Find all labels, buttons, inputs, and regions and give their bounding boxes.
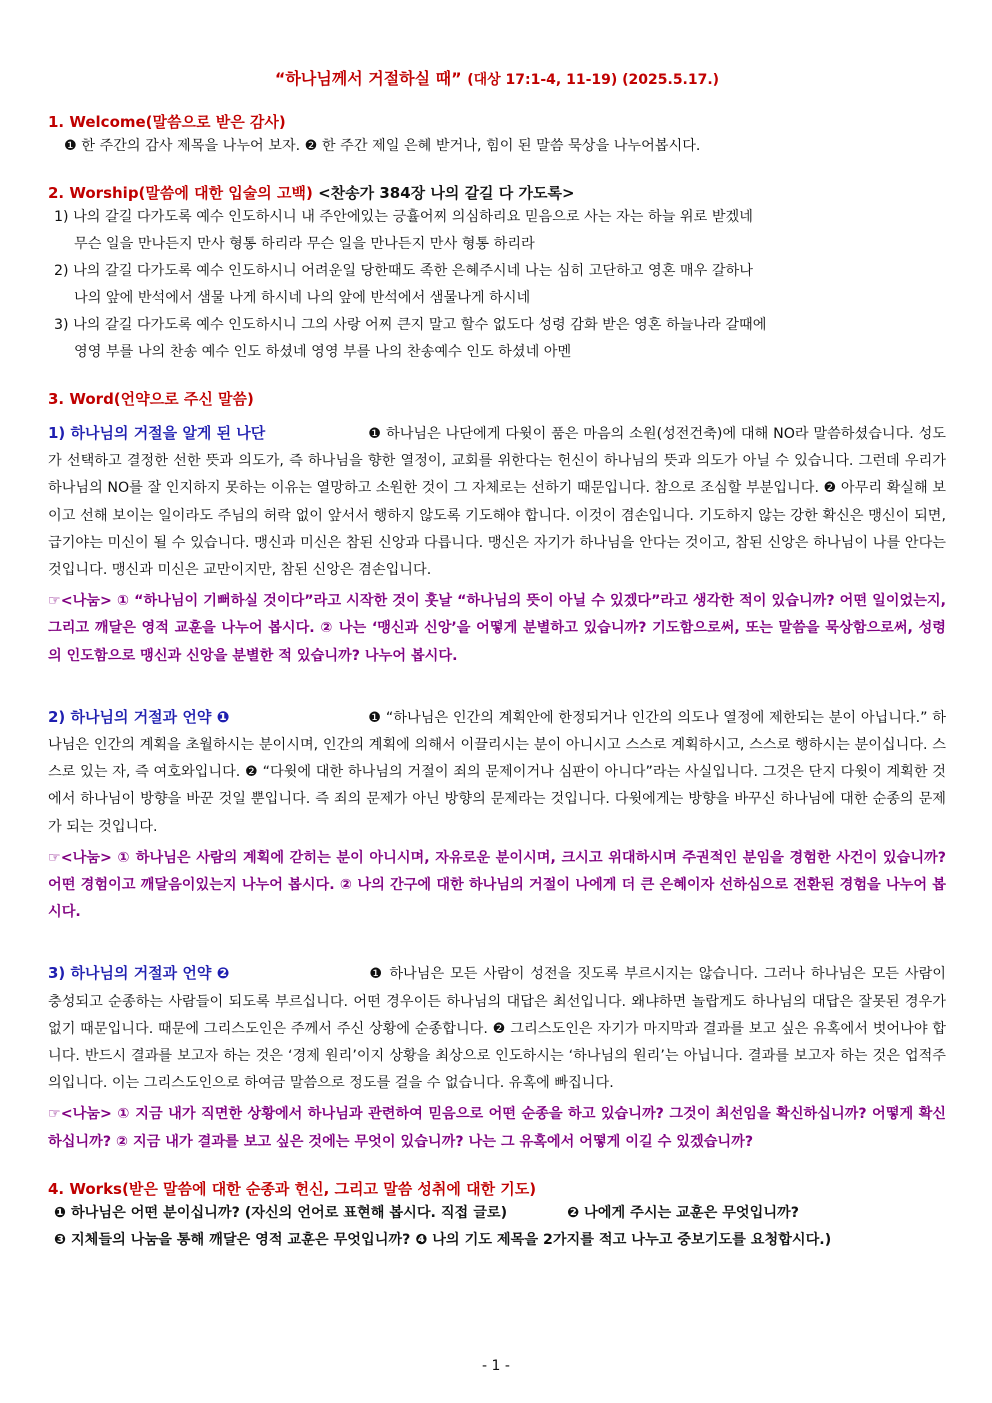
hymn-title: <찬송가 384장 나의 갈길 다 가도록> [318, 184, 575, 202]
worship-heading [48, 182, 946, 204]
section-works [48, 1178, 946, 1254]
section-word [48, 388, 946, 1156]
works-question-3: ❸ 지체들의 나눔을 통해 깨달은 영적 교훈은 무엇입니까? ❹ 나의 기도 제목을 2가지를 적고 나누고 중보기도를 요청합시다.) [54, 1231, 832, 1248]
works-question-1: ❶ 하나님은 어떤 분이십니까? (자신의 언어로 표현해 봅시다. 직접 글로) [54, 1204, 508, 1221]
section-welcome [48, 111, 946, 160]
word-part-body [48, 420, 946, 584]
worksheet-page [48, 66, 946, 1276]
word-part-3 [48, 960, 946, 1155]
hymn-line: 1) 나의 갈길 다가도록 예수 인도하시니 내 주안에있는 긍휼어찌 의심하리요 믿음으로 사는 자는 하늘 위로 받겠네 [54, 209, 753, 225]
word-part-2 [48, 704, 946, 927]
title-main: “하나님께서 거절하실 때” [274, 69, 462, 88]
word-part-title: 3) 하나님의 거절과 언약 ❷ [48, 964, 230, 983]
works-questions-row-1 [48, 1200, 946, 1227]
word-part-title: 1) 하나님의 거절을 알게 된 나단 [48, 424, 266, 442]
word-heading: 3. Word(언약으로 주신 말씀) [48, 390, 254, 408]
word-part-text: ❶ 하나님은 모든 사람이 성전을 짓도록 부르시지는 않습니다. 그러나 하나님은 모든 사람이 충성되고 순종하는 사람들이 되도록 부르십니다. 어떤 경우이든 하나님의 대답은 최선입니다. 왜냐하면 놀랍게도 하나님의 대답은 잘못된 경우가 없기 때문입니다. 때문에 그리스도인은 주께서 주신 상황에 순종합니다. ❷ 그리스도인은 자기가 마지막과 결과를 보고 싶은 유혹에서 벗어나야 합니다. 반드시 결과를 보고자 하는 것은 ‘경제 원리’이지 상황을 최상으로 인도하시는 ‘하나님의 원리’는 아닙니다. 결과를 보고자 하는 것은 업적주의입니다. 이는 그리스도인으로 하여금 말씀으로 정도를 걸을 수 없습니다. 유혹에 빠집니다. [48, 966, 946, 1092]
share-questions: ☞<나눔> ① 하나님은 사람의 계획에 갇히는 분이 아니시며, 자유로운 분이시며, 크시고 위대하시며 주권적인 분임을 경험한 사건이 있습니까? 어떤 경험이고 깨달음이있는지 나누어 봅시다. ② 나의 간구에 대한 하나님의 거절이 나에게 더 큰 은혜이자 선하심으로 전환된 경험을 나누어 봅시다. [48, 849, 946, 921]
hymn-line: 무슨 일을 만나든지 만사 형통 하리라 무슨 일을 만나든지 만사 형통 하리라 [74, 236, 535, 252]
share-questions: ☞<나눔> ① “하나님이 기뻐하실 것이다”라고 시작한 것이 훗날 “하나님의 뜻이 아닐 수 있겠다”라고 생각한 적이 있습니까? 어떤 일이었는지, 그리고 깨달은 영적 교훈을 나누어 봅시다. ② 나는 ‘맹신과 신앙’을 어떻게 분별하고 있습니까? 기도함으로써, 또는 말씀을 묵상함으로써, 성령의 인도함으로 맹신과 신앙을 분별한 적 있습니까? 나누어 봅시다. [48, 593, 946, 664]
word-part-text: ❶ “하나님은 인간의 계획안에 한정되거나 인간의 의도나 열정에 제한되는 분이 아닙니다.” 하나님은 인간의 계획을 초월하시는 분이시며, 인간의 계획에 의해서 이끌리시는 분이 아니시고 스스로 계획하시고, 스스로 행하시는 분이십니다. 스스로 있는 자, 즉 여호와입니다. ❷ “다윗에 대한 하나님의 거절이 죄의 문제이거나 심판이 아니다”라는 사실입니다. 그것은 단지 다윗이 계획한 것에서 하나님이 방향을 바꾼 것일 뿐입니다. 즉 죄의 문제가 아닌 방향의 문제라는 것입니다. 다윗에게는 방향을 바꾸신 하나님에 대한 순종의 문제가 되는 것입니다. [48, 709, 946, 835]
share-questions: ☞<나눔> ① 지금 내가 직면한 상황에서 하나님과 관련하여 믿음으로 어떤 순종을 하고 있습니까? 그것이 최선임을 확신하십니까? 어떻게 확신하십니까? ② 지금 내가 결과를 보고 싶은 것에는 무엇이 있습니까? 나는 그 유혹에서 어떻게 이길 수 있겠습니까? [48, 1106, 946, 1150]
word-part-body [48, 960, 946, 1097]
word-part-title: 2) 하나님의 거절과 언약 ❶ [48, 707, 230, 726]
document-title [48, 66, 946, 89]
hymn-line: 나의 앞에 반석에서 샘물 나게 하시네 나의 앞에 반석에서 샘물나게 하시네 [74, 290, 531, 306]
works-question-2: ❷ 나에게 주시는 교훈은 무엇입니까? [567, 1204, 799, 1221]
hymn-line: 3) 나의 갈길 다가도록 예수 인도하시니 그의 사랑 어찌 큰지 말고 할수 없도다 성령 감화 받은 영혼 하늘나라 갈때에 [54, 317, 767, 333]
welcome-heading: 1. Welcome(말씀으로 받은 감사) [48, 113, 286, 131]
title-reference: (대상 17:1-4, 11-19) (2025.5.17.) [467, 72, 720, 88]
welcome-line: ❶ 한 주간의 감사 제목을 나누어 보자. ❷ 한 주간 제일 은혜 받거나, 힘이 된 말씀 묵상을 나누어봅시다. [64, 138, 701, 154]
word-part-body [48, 704, 946, 841]
section-worship [48, 182, 946, 366]
hymn-line: 2) 나의 갈길 다가도록 예수 인도하시니 어려운일 당한때도 족한 은혜주시네 나는 심히 고단하고 영혼 매우 갈하나 [54, 263, 753, 279]
worship-heading-label: 2. Worship(말씀에 대한 입술의 고백) [48, 184, 313, 202]
word-part-1 [48, 420, 946, 670]
works-heading: 4. Works(받은 말씀에 대한 순종과 헌신, 그리고 말씀 성취에 대한 기도) [48, 1179, 537, 1198]
hymn-line: 영영 부를 나의 찬송 예수 인도 하셨네 영영 부를 나의 찬송예수 인도 하셨네 아멘 [74, 344, 572, 360]
page-number: - 1 - [482, 1358, 510, 1374]
word-part-text: ❶ 하나님은 나단에게 다윗이 품은 마음의 소원(성전건축)에 대해 NO라 말씀하셨습니다. 성도가 선택하고 결정한 선한 뜻과 의도가, 즉 하나님을 향한 열정이, 교회를 위한다는 헌신이 하나님의 뜻과 의도가 아닐 수 있습니다. 그런데 우리가 하나님의 NO를 잘 인지하지 못하는 이유는 열망하고 소원한 것이 그 자체로는 선하기 때문입니다. 참으로 조심할 부분입니다. ❷ 아무리 확실해 보이고 선해 보이는 일이라도 주님의 허락 없이 앞서서 행하지 않도록 기도해야 합니다. 이것이 겸손입니다. 기도하지 않는 강한 확신은 맹신이 되면, 급기야는 미신이 될 수 있습니다. 맹신과 미신은 참된 신앙과 다릅니다. 맹신은 자기가 하나님을 안다는 것이고, 참된 신앙은 하나님이 나를 안다는 것입니다. 맹신과 미신은 교만이지만, 참된 신앙은 겸손입니다. [48, 426, 946, 579]
